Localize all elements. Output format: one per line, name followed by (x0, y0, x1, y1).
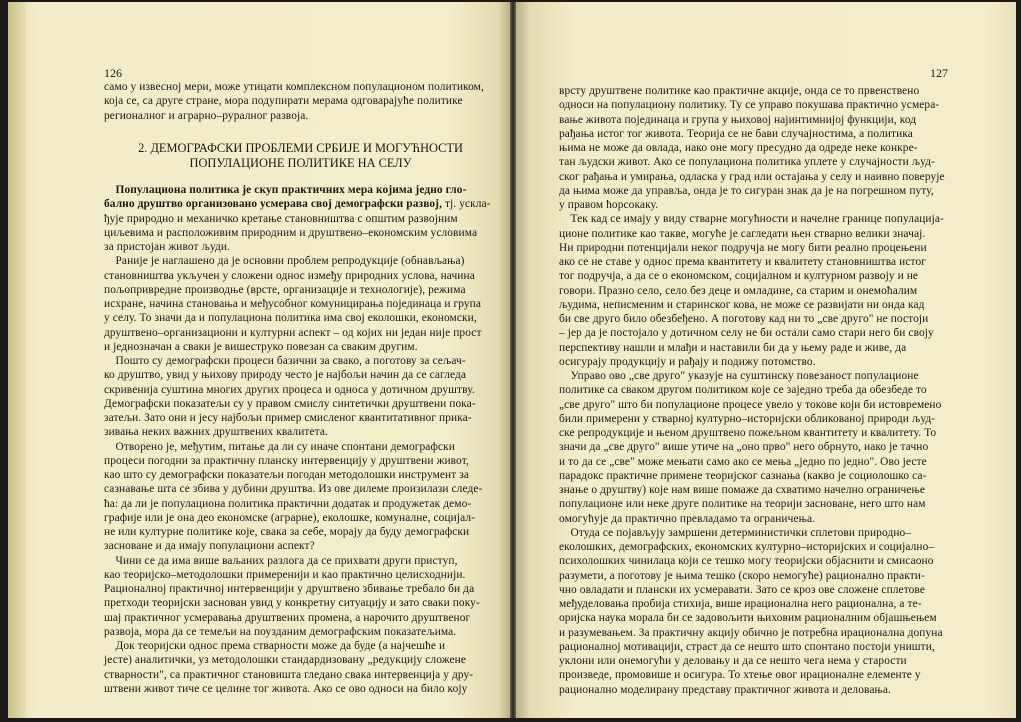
text-line: Ни природни потенцијали неког подручја не могу бити реално процењени (559, 241, 927, 254)
text-line: за пристојан живот људи. (104, 241, 231, 253)
text-line: „све друго" што би популационе процесе увело у токове који би истовремено (559, 398, 942, 411)
text-line: Пошто су демографски процеси базични за свако, а поготову за сељач- (104, 355, 466, 367)
text-line: рађања истог тог живота. Теорија се не бави случајностима, а политика (559, 127, 913, 140)
text-line: Управо ово „све друго" указује на суштинску повезаност популационе (559, 370, 919, 382)
section-heading: ПОПУЛАЦИОНЕ ПОЛИТИКЕ НА СЕЛУ (189, 156, 412, 170)
text-line: да њима може да управља, онда је то сигуран знак да је на погрешном путу, (559, 184, 934, 197)
text-line: знање о друштву) које нам више помаже да схватимо начелно ограничење (559, 484, 926, 496)
text-line: ако се не ставе у однос према квантитету и квалитету становништва истог (559, 256, 927, 268)
text-line: у селу. То значи да и популациона политика има свој еколошки, економски, (104, 312, 477, 325)
text-line: чно овладати и плански их усмеравати. Зато се кроз ове сложене сплетове (559, 583, 926, 596)
text-line: као теоријско–методолошки примеренији и као практично целисходнији. (104, 568, 466, 581)
text-line: вање живота појединаца и група у њиховој најинтимнијој функцији, код (559, 113, 917, 126)
text-line: Отуда се појављују замршени детерминистички сплетови природно– (559, 526, 912, 539)
text-line: сазнавање шта се збива у дубини друштва. Из ове дилеме произилази следе- (104, 483, 483, 496)
text-line: друштвено–организациони и културни аспект – од којих ни један није прост (104, 326, 482, 339)
text-line: регионалног и аграрно–руралног развоја. (104, 109, 309, 122)
text-line: не или културне политике које, свака за себе, морају да буду демографски (104, 526, 470, 538)
text-line: штвени живот тиче се целине тог живота. Ако се ово односи на било коју (104, 682, 468, 695)
text-line: политике са сваком другом политиком које се заједно треба да обезбеде то (559, 384, 927, 397)
text-line: као што су демографски показатељи погодан методолошки инструмент за (104, 469, 470, 481)
text-line: психолошких чинилаца који се тешко могу теоријски објаснити и смисаоно (559, 555, 934, 568)
text-line: становништва укључен у сложени однос између природних услова, начина (104, 269, 475, 282)
text-line: стварности", са практичног становишта гледано свака интервенција у дру- (104, 668, 474, 681)
text-line: и то да се „све" може мењати само ако се мења „једно по једно". Ово јесте (559, 455, 927, 468)
text-line: засноване и да имају популациони аспект? (104, 540, 315, 553)
text-line: процеси погодни за практичну планску интервенцију у друштвени живот, (104, 454, 469, 467)
text-line: Раније је наглашено да је основни проблем репродукције (обнављања) (104, 255, 465, 268)
text-line: која се, са друге стране, мора подупирати мерама одговарајуће политике (104, 95, 463, 108)
bold-text: Популациона политика је скуп практичних мера којима једно гло- (104, 184, 467, 196)
page-number: 126 (104, 66, 122, 80)
text-line: међуделовања пробија стихија, више ирационална него рационална, а те- (559, 598, 922, 610)
text-line: затељи. Зато они и јесу најбољи пример смисленог квантитативног прика- (104, 412, 472, 424)
text-line: Тек кад се имају у виду стварне могућности и начелне границе популација- (559, 213, 944, 226)
text-line: скривенија суштина многих других процеса и односа у дотичном друштву. (104, 383, 475, 396)
text-line: само у извесној мери, може утицати комплексном популационом политиком, (104, 81, 484, 93)
text-line: Демографски показатељи су у правом смислу синтетички друштвени пока- (104, 397, 476, 410)
text-line: циљевима и расположивим природним и друштвено–економским условима (104, 226, 478, 239)
text-line: би све друго било обезбеђено. А поготову кад ни то „све друго" не постоји (559, 313, 929, 325)
text-line: и разумевањем. За практичну акцију обично је потребна ирационална допуна (559, 626, 943, 639)
text-line: парадокс практичне примене теоријског сазнања (какво је социолошко са- (559, 469, 927, 482)
text-line: Отворено је, међутим, питање да ли су иначе спонтани демографски (104, 440, 455, 453)
text-line: тог подручја, а да се о економском, социјалном и културном развоју и не (559, 270, 919, 283)
page-edge (8, 2, 26, 718)
text-line: врсту друштвене политике као практичне акције, онда се то првенствено (559, 85, 920, 97)
text-line: уклони или онемогући у деловању и да се нешто чега нема у старости (559, 655, 907, 667)
text-line: ционе политике као такве, могуће је сагледати њен стварно велики значај. (559, 227, 926, 240)
bold-text: бално друштво организовано усмерава свој демографски развој, (104, 198, 443, 211)
text-line: омогућује да практично превладамо та ограничења. (559, 512, 816, 525)
text-line: ђује природно и механичко кретање становништва с општим развојним (104, 212, 458, 225)
page-number: 127 (930, 66, 948, 80)
text-line: односи на популациону политику. Ту се управо покушава практично усмера- (559, 99, 940, 112)
text-line: Рационалној практичној интервенцији у друштвено збивање требало би да (104, 583, 475, 595)
text-line: пољопривредне производње (врсте, организације и технологије), режима (104, 283, 466, 296)
bold-lead-line (104, 183, 497, 197)
text-line: ског рађања и умирања, одласка у град или остајања у селу и наивно поверује (559, 170, 945, 183)
text-line: значи да „све друго" више утиче на „оно прво" него обрнуто, иако је тачно (559, 441, 929, 454)
text-line: зивања неких важних друштвених квалитета. (104, 426, 328, 439)
text-line: исхране, начина становања и међусобног комуницирања појединаца и група (104, 298, 482, 310)
text-line: ске репродукције и њеном друштвено пожељном квантитету и квалитету. То (559, 427, 937, 439)
left-page (8, 2, 510, 718)
text-line: еколошких, демографских, економских културно–историјских и социјално– (559, 541, 935, 553)
section-heading: 2. ДЕМОГРАФСКИ ПРОБЛЕМИ СРБИЈЕ И МОГУЋНОСТИ (138, 141, 463, 155)
text-line: били примерени у стварној културно–историјски обликованој природи људ- (559, 412, 936, 425)
text-line: развоја, мора да се темељи на поузданим демографским показатељима. (104, 625, 457, 638)
text-line: популационе или неке друге политике на теорији засноване, него што нам (559, 498, 926, 511)
line-tail: тј. ускла- (442, 198, 491, 211)
text-line: шај практичног усмеравања друштвених промена, а нарочито друштвеног (104, 611, 471, 624)
text-line: осигурају продукцију и рађају и подижу потомство. (559, 355, 816, 368)
text-line: у правом ћорсокаку. (559, 199, 659, 211)
text-line: Чини се да има више ваљаних разлога да се прихвати други приступ, (104, 554, 458, 567)
bold-lead-line (104, 197, 497, 211)
text-line: и једнозначан а сваки је вишеструко повезан са сваким другим. (104, 340, 418, 353)
text-line: разумети, а поготову је њима тешко (скоро немогуће) рационално практи- (559, 569, 925, 582)
text-line: јесте) аналитички, уз методолошки стандардизовану „редукцију сложене (104, 654, 467, 667)
text-line: претходи теоријски заснован увид у конкретну ситуацију и зато сваки поку- (104, 597, 480, 610)
text-line: перспективу нашли и млађи и наставили би да у њему раде и живе, да (559, 341, 907, 354)
text-line: оријска наука морала би се задовољити њиховим рационалним објашњењем (559, 612, 937, 625)
text-line: њима не може да овлада, иако оне могу пресудно да одреде неке конкре- (559, 142, 918, 154)
text-line: људима, неписменим и старинског кова, не може се развијати ни онда кад (559, 298, 925, 311)
text-line: Док теоријски однос према стварности може да буде (а најчешће и (104, 640, 446, 652)
text-line: произведе, промовише и осигура. То хтење овог ирационалне елементе у (559, 669, 921, 682)
text-line: – јер да је постојало у дотичном селу не би остали само стари него би своју (559, 327, 934, 340)
text-line: графије или је она део економске (аграрне), еколошке, комуналне, социјал- (104, 511, 476, 524)
book-spread (8, 2, 1016, 718)
right-page (516, 2, 1016, 718)
text-line: ћа: да ли је популациона политика практични додатак и продужетак демо- (104, 497, 472, 510)
text-line: рационално моделирану представу практичног живота и деловања. (559, 683, 891, 696)
text-line: рационалној мотивацији, страст да се нешто што спонтано постоји уништи, (559, 640, 935, 653)
text-line: говори. Празно село, село без деце и омладине, са старим и онемоћалим (559, 284, 918, 297)
text-line: ко друштво, увид у њихову природу често је најбољи начин да се сагледа (104, 369, 467, 382)
text-line: тан људски живот. Ако се популациона политика уплете у случајности људ- (559, 156, 935, 169)
